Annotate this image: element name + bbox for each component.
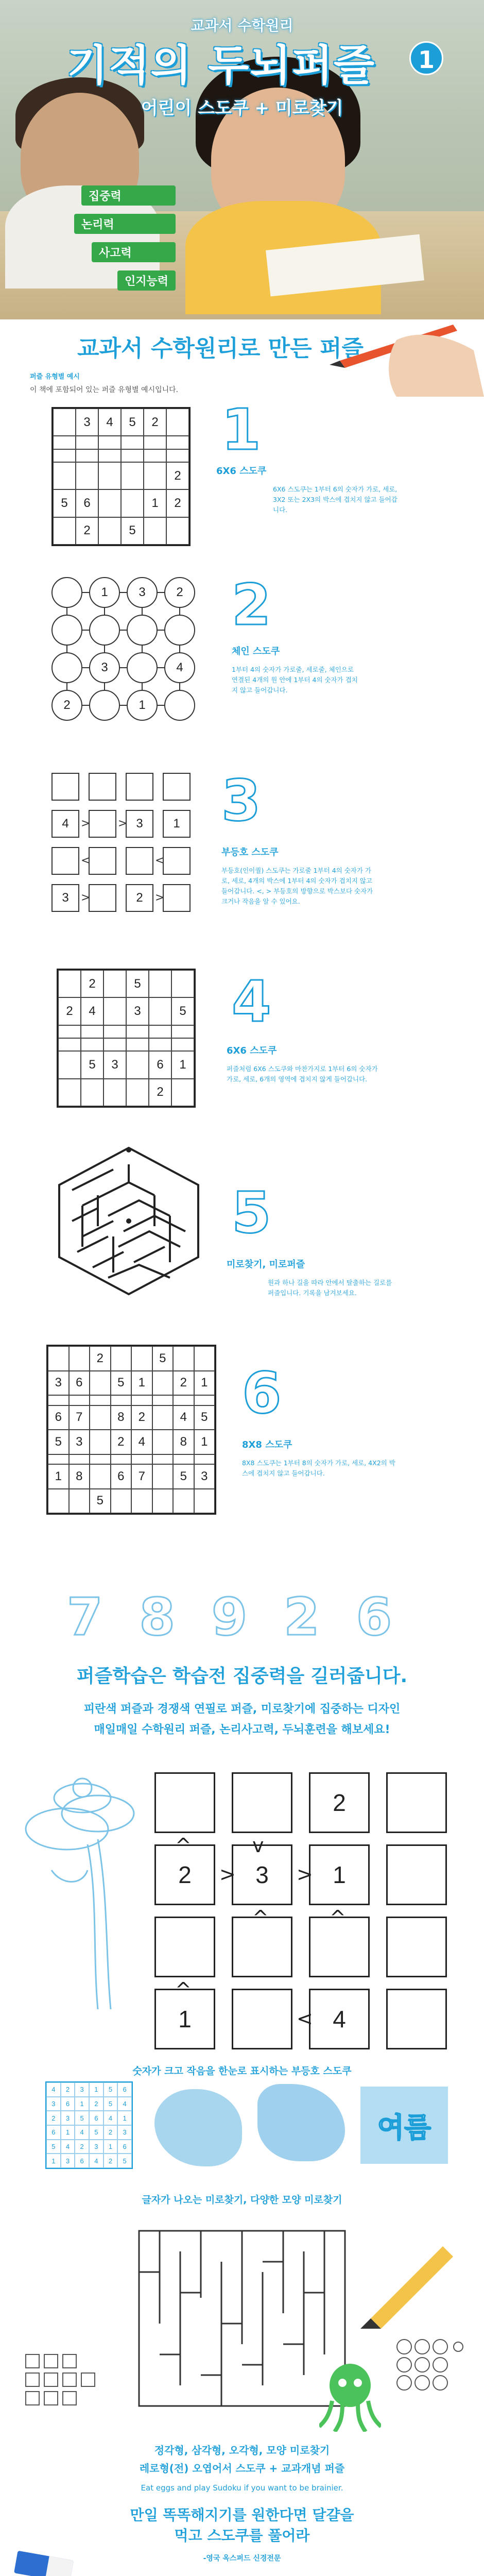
decorative-numbers: 7 8 9 2 6 (67, 1587, 402, 1647)
big-puzzle-cell[interactable] (232, 1772, 292, 1833)
sudoku-cell[interactable]: 8 (69, 1464, 90, 1489)
big-inequality-symbol: ^ (252, 1906, 269, 1929)
chain-circle-cell[interactable] (164, 615, 195, 646)
inequality-symbol: > (81, 891, 91, 904)
sudoku-cell[interactable] (121, 462, 144, 489)
sample-sudoku-cell: 1 (117, 2111, 132, 2125)
sudoku-cell[interactable]: 2 (76, 517, 98, 545)
sudoku-grid (53, 409, 189, 545)
section-label: 퍼즐 유형별 예시 (30, 373, 80, 381)
sample-sudoku-cell: 3 (46, 2097, 61, 2111)
big-inequality-symbol: ^ (175, 1834, 192, 1857)
sudoku-cell[interactable] (166, 449, 189, 462)
sample-sudoku-cell: 2 (61, 2082, 75, 2097)
sudoku-cell[interactable] (152, 1430, 174, 1454)
sudoku-cell[interactable]: 2 (58, 997, 81, 1025)
sample-sudoku-cell: 5 (103, 2097, 118, 2111)
sudoku-cell[interactable]: 4 (98, 409, 121, 436)
inequality-cell[interactable] (163, 773, 191, 801)
sudoku-cell[interactable] (121, 449, 144, 462)
chain-circle-cell[interactable]: 4 (164, 652, 195, 683)
mini-grid-icon (21, 2349, 108, 2421)
hand-pencil-icon (319, 304, 484, 397)
sudoku-cell[interactable]: 5 (81, 1051, 103, 1078)
sudoku-cell[interactable] (53, 436, 76, 449)
sudoku-cell[interactable]: 3 (76, 409, 98, 436)
big-puzzle-cell[interactable]: 2 (309, 1772, 370, 1833)
inequality-cell[interactable]: 1 (163, 810, 191, 838)
sudoku-cell[interactable] (76, 449, 98, 462)
sudoku-cell[interactable] (126, 1025, 149, 1038)
inequality-cell[interactable]: 4 (51, 810, 79, 838)
sample-sudoku-cell: 6 (75, 2154, 89, 2168)
sudoku-cell[interactable]: 4 (173, 1405, 194, 1430)
sudoku-cell[interactable]: 6 (149, 1051, 171, 1078)
sudoku-cell[interactable] (149, 1038, 171, 1051)
sudoku-cell[interactable] (173, 1346, 194, 1371)
sample-sudoku-cell: 4 (103, 2111, 118, 2125)
big-puzzle-cell[interactable]: 4 (309, 1989, 370, 2049)
puzzle-6x6-sudoku-2 (57, 969, 196, 1108)
sudoku-cell[interactable]: 3 (103, 1051, 126, 1078)
sudoku-cell[interactable] (58, 970, 81, 997)
sudoku-cell[interactable] (53, 462, 76, 489)
sample-sudoku-cell: 3 (61, 2154, 75, 2168)
sudoku-cell[interactable] (103, 1079, 126, 1106)
chain-sudoku-grid (51, 577, 196, 721)
big-puzzle-cell[interactable]: 1 (309, 1844, 370, 1905)
chain-circle-cell[interactable] (127, 652, 158, 683)
inequality-cell[interactable] (126, 773, 153, 801)
big-puzzle-cell[interactable] (154, 1917, 215, 1977)
big-puzzle-cell[interactable]: 1 (154, 1989, 215, 2049)
sudoku-cell[interactable] (98, 436, 121, 449)
sample-sudoku-cell: 5 (103, 2082, 118, 2097)
sudoku-cell[interactable] (103, 997, 126, 1025)
sudoku-cell[interactable] (90, 1371, 111, 1396)
sudoku-cell[interactable] (48, 1454, 69, 1465)
pencil-icon (360, 2226, 463, 2329)
sudoku-cell[interactable] (144, 449, 166, 462)
sudoku-cell[interactable]: 6 (76, 489, 98, 517)
promo-line-1: 피란색 퍼즐과 경쟁색 연필로 퍼즐, 미로찾기에 집중하는 디자인 (83, 1703, 401, 1716)
hero-title: 기적의 두뇌퍼즐 (67, 41, 376, 90)
inequality-cell[interactable] (89, 847, 116, 875)
puzzle-2-name: 체인 스도쿠 (232, 646, 280, 657)
skill-tags (56, 185, 176, 299)
sudoku-cell[interactable] (69, 1395, 90, 1405)
letter-maze-word: 여름 (360, 2087, 448, 2164)
sudoku-cell[interactable] (131, 1346, 152, 1371)
promo-line-2: 매일매일 수학원리 퍼즐, 논리사고력, 두뇌훈련을 해보세요! (94, 1723, 390, 1736)
sample-sudoku-cell: 1 (103, 2140, 118, 2154)
number-2-character-icon: 2 (232, 572, 271, 638)
puzzle-3-name: 부등호 스도쿠 (221, 847, 279, 858)
tag-cognition: 인지능력 (117, 270, 176, 291)
sudoku-cell[interactable]: 1 (194, 1371, 215, 1396)
sample-sudoku-cell: 3 (75, 2082, 89, 2097)
sudoku-cell[interactable]: 8 (173, 1430, 194, 1454)
puzzle-6-desc: 8X8 스도쿠는 1부터 8의 숫자가 가로, 세로, 4X2의 박스에 겹치지 않고 들어갑니다. (242, 1459, 395, 1477)
mini-chain-sudoku-icon (391, 2334, 463, 2406)
sudoku-grid (58, 970, 194, 1106)
number-5-character-icon: 5 (232, 1180, 271, 1246)
sudoku-cell[interactable] (103, 1038, 126, 1051)
sample-sudoku-cell: 4 (75, 2125, 89, 2140)
inequality-symbol: > (118, 817, 128, 830)
sudoku-cell[interactable] (171, 1025, 194, 1038)
sudoku-cell[interactable]: 5 (121, 409, 144, 436)
caption-inequality: 숫자가 크고 작음을 한눈로 표시하는 부등호 스도쿠 (132, 2065, 352, 2077)
big-puzzle-cell[interactable]: 3 (232, 1844, 292, 1905)
bottom-line-3: 만일 똑똑해지기를 원한다면 달걀을 (130, 2506, 354, 2523)
sudoku-cell[interactable] (48, 1489, 69, 1514)
sudoku-cell[interactable] (58, 1079, 81, 1106)
sudoku-grid (48, 1346, 215, 1513)
sudoku-cell[interactable]: 7 (131, 1464, 152, 1489)
sudoku-cell[interactable] (81, 1038, 103, 1051)
inequality-cell[interactable] (89, 810, 116, 838)
tag-logic: 논리력 (74, 214, 176, 234)
sudoku-cell[interactable]: 2 (149, 1079, 171, 1106)
sudoku-cell[interactable] (103, 1025, 126, 1038)
sudoku-cell[interactable] (131, 1454, 152, 1465)
sudoku-cell[interactable]: 5 (121, 517, 144, 545)
sudoku-cell[interactable] (126, 1038, 149, 1051)
inequality-symbol: > (155, 891, 165, 904)
sudoku-cell[interactable]: 5 (171, 997, 194, 1025)
puzzle-6x6-sudoku-1 (51, 407, 191, 546)
sudoku-cell[interactable] (58, 1025, 81, 1038)
sudoku-cell[interactable] (152, 1405, 174, 1430)
chain-circle-cell[interactable] (51, 615, 82, 646)
hero-subtitle: 어린이 스도쿠 + 미로찾기 (141, 98, 343, 118)
sudoku-cell[interactable] (173, 1489, 194, 1514)
sudoku-cell[interactable] (126, 1051, 149, 1078)
english-quote: Eat eggs and play Sudoku if you want to be brainier. (141, 2483, 343, 2493)
big-inequality-symbol: > (219, 1863, 236, 1886)
tree-bird-icon (21, 1767, 144, 2009)
puzzle-1-name: 6X6 스도쿠 (216, 466, 267, 477)
sudoku-cell[interactable] (171, 1079, 194, 1106)
sudoku-cell[interactable] (121, 489, 144, 517)
big-puzzle-cell[interactable] (232, 1989, 292, 2049)
chain-circle-cell[interactable]: 2 (164, 577, 195, 608)
sudoku-cell[interactable] (152, 1489, 174, 1514)
chain-circle-cell[interactable]: 2 (51, 690, 82, 721)
sudoku-cell[interactable] (152, 1395, 174, 1405)
sudoku-cell[interactable]: 1 (194, 1430, 215, 1454)
sudoku-cell[interactable] (111, 1395, 132, 1405)
inequality-cell[interactable]: 3 (126, 810, 153, 838)
sudoku-cell[interactable]: 3 (48, 1371, 69, 1396)
sample-sudoku-cell: 2 (89, 2097, 103, 2111)
inequality-cell[interactable] (89, 884, 116, 912)
sudoku-cell[interactable] (69, 1346, 90, 1371)
sudoku-cell[interactable]: 2 (166, 462, 189, 489)
inequality-cell[interactable] (51, 847, 79, 875)
sudoku-cell[interactable]: 2 (173, 1371, 194, 1396)
big-puzzle-cell[interactable] (386, 1844, 447, 1905)
inequality-cell[interactable]: 2 (126, 884, 153, 912)
sudoku-cell[interactable]: 2 (81, 970, 103, 997)
sudoku-cell[interactable] (90, 1395, 111, 1405)
hexagon-maze (51, 1144, 206, 1298)
big-puzzle-cell[interactable] (386, 1917, 447, 1977)
chain-circle-cell[interactable] (164, 690, 195, 721)
sudoku-cell[interactable] (131, 1395, 152, 1405)
sudoku-cell[interactable] (81, 1079, 103, 1106)
sample-sudoku-cell: 3 (117, 2125, 132, 2140)
sudoku-cell[interactable] (53, 449, 76, 462)
inequality-symbol: < (155, 854, 165, 867)
section-title: 교과서 수학원리로 만든 퍼즐 (77, 335, 364, 362)
sudoku-cell[interactable] (103, 970, 126, 997)
sample-sudoku-cell: 2 (103, 2154, 118, 2168)
hero-pre-title: 교과서 수학원리 (191, 17, 293, 34)
sudoku-cell[interactable] (173, 1454, 194, 1465)
sudoku-cell[interactable]: 1 (171, 1051, 194, 1078)
sudoku-cell[interactable] (152, 1371, 174, 1396)
bottom-line-1: 정각형, 삼각형, 오각형, 모양 미로찾기 (154, 2444, 330, 2456)
sudoku-cell[interactable] (111, 1489, 132, 1514)
inequality-cell[interactable] (163, 884, 191, 912)
sudoku-cell[interactable] (194, 1489, 215, 1514)
big-inequality-symbol: > (297, 1863, 313, 1886)
sudoku-cell[interactable]: 4 (81, 997, 103, 1025)
sudoku-cell[interactable]: 5 (194, 1405, 215, 1430)
inequality-cell[interactable] (51, 773, 79, 801)
sudoku-cell[interactable]: 5 (48, 1430, 69, 1454)
quote-source: -영국 옥스퍼드 신경전문 (203, 2554, 281, 2563)
sample-sudoku-cell: 5 (89, 2125, 103, 2140)
puzzle-6-name: 8X8 스도쿠 (242, 1439, 292, 1450)
sudoku-cell[interactable] (98, 489, 121, 517)
octopus-icon (319, 2360, 381, 2432)
sample-sudoku-cell: 4 (117, 2097, 132, 2111)
inequality-symbol: > (81, 817, 91, 830)
sudoku-cell[interactable] (90, 1405, 111, 1430)
big-inequality-symbol: v (252, 1834, 264, 1857)
sudoku-cell[interactable] (53, 517, 76, 545)
puzzle-4-name: 6X6 스도쿠 (227, 1045, 277, 1056)
sample-sudoku-cell: 3 (89, 2140, 103, 2154)
chain-circle-cell[interactable]: 1 (127, 690, 158, 721)
sudoku-cell[interactable] (76, 436, 98, 449)
number-6-character-icon: 6 (242, 1360, 282, 1426)
sudoku-cell[interactable]: 4 (131, 1430, 152, 1454)
sudoku-cell[interactable] (53, 409, 76, 436)
sudoku-cell[interactable] (76, 462, 98, 489)
sample-sudoku-cell: 5 (75, 2111, 89, 2125)
sudoku-cell[interactable] (90, 1464, 111, 1489)
sudoku-cell[interactable]: 1 (144, 489, 166, 517)
volume-badge: 1 (409, 41, 443, 75)
sudoku-cell[interactable] (131, 1489, 152, 1514)
sudoku-cell[interactable] (173, 1395, 194, 1405)
number-3-character-icon: 3 (221, 768, 261, 834)
big-inequality-symbol: ^ (175, 1978, 192, 2001)
sample-sudoku-cell: 2 (75, 2140, 89, 2154)
sudoku-cell[interactable]: 2 (90, 1346, 111, 1371)
sudoku-cell[interactable] (126, 1079, 149, 1106)
sample-sudoku-cell: 4 (89, 2154, 103, 2168)
section-note: 이 책에 포함되어 있는 퍼즐 유형별 예시입니다. (30, 386, 179, 394)
puzzle-3-desc: 부등호(인이퀄) 스도쿠는 가로줄 1부터 4의 숫자가 가로, 세로, 4개의 박스에 1부터 4의 숫자가 겹치지 않고 들어갑니다. <, > 부등호의 방향으로 박스보다 숫자가 크거나 작음을 알 수 있어요. (221, 867, 373, 905)
sample-sudoku-cell: 6 (89, 2111, 103, 2125)
sudoku-cell[interactable]: 2 (144, 409, 166, 436)
sudoku-cell[interactable] (166, 409, 189, 436)
sudoku-cell[interactable]: 2 (131, 1405, 152, 1430)
sudoku-cell[interactable] (98, 462, 121, 489)
sudoku-cell[interactable] (194, 1395, 215, 1405)
sudoku-cell[interactable]: 3 (126, 997, 149, 1025)
sudoku-cell[interactable] (144, 517, 166, 545)
sudoku-cell[interactable] (194, 1346, 215, 1371)
sudoku-cell[interactable]: 5 (90, 1489, 111, 1514)
sudoku-cell[interactable] (144, 436, 166, 449)
sudoku-cell[interactable]: 7 (69, 1405, 90, 1430)
sample-sudoku-cell: 4 (46, 2082, 61, 2097)
sample-sudoku-grid (46, 2082, 132, 2168)
sudoku-cell[interactable]: 2 (111, 1430, 132, 1454)
inequality-cell[interactable] (89, 773, 116, 801)
big-inequality-symbol: ^ (330, 1906, 346, 1929)
chain-circle-cell[interactable]: 3 (89, 652, 120, 683)
sudoku-cell[interactable]: 5 (152, 1346, 174, 1371)
puzzle-2-desc: 1부터 4의 숫자가 가로줄, 세로줄, 체인으로 연결된 4개의 원 안에 1부터 4의 숫자가 겹치지 않고 들어갑니다. (232, 666, 358, 694)
sudoku-cell[interactable]: 1 (48, 1464, 69, 1489)
inequality-sudoku-grid (51, 773, 201, 922)
sudoku-cell[interactable] (149, 970, 171, 997)
sudoku-cell[interactable] (194, 1454, 215, 1465)
chain-circle-cell[interactable] (89, 690, 120, 721)
sudoku-cell[interactable]: 5 (173, 1464, 194, 1489)
sample-sudoku-cell: 2 (46, 2111, 61, 2125)
sample-sudoku-cell: 1 (61, 2125, 75, 2140)
sudoku-cell[interactable] (81, 1025, 103, 1038)
sudoku-cell[interactable] (111, 1454, 132, 1465)
puzzle-4-desc: 퍼즐처럼 6X6 스도쿠와 마찬가지로 1부터 6의 숫자가 가로, 세로, 6개의 영역에 겹치지 않게 들어갑니다. (227, 1065, 378, 1083)
sudoku-cell[interactable] (98, 449, 121, 462)
sample-sudoku-cell: 1 (46, 2154, 61, 2168)
sample-sudoku-cell: 5 (46, 2140, 61, 2154)
inequality-cell[interactable] (163, 847, 191, 875)
sample-sudoku-cell: 6 (117, 2140, 132, 2154)
sudoku-cell[interactable] (149, 1025, 171, 1038)
big-puzzle-cell[interactable]: 2 (154, 1844, 215, 1905)
chain-circle-cell[interactable] (51, 652, 82, 683)
sudoku-cell[interactable] (98, 517, 121, 545)
sudoku-cell[interactable] (48, 1346, 69, 1371)
big-inequality-symbol: < (297, 2007, 313, 2030)
sudoku-cell[interactable]: 5 (126, 970, 149, 997)
big-inequality-sudoku (154, 1772, 463, 2061)
sample-sudoku-cell: 6 (117, 2082, 132, 2097)
number-1-character-icon: 1 (221, 397, 261, 463)
sudoku-cell[interactable] (48, 1395, 69, 1405)
puzzle-5-desc: 원과 하나 길을 따라 안에서 탈출하는 길로를 퍼즐입니다. 기록을 남겨보세요. (268, 1279, 392, 1297)
sudoku-cell[interactable] (58, 1051, 81, 1078)
inequality-cell[interactable] (126, 847, 153, 875)
chain-circle-cell[interactable]: 1 (89, 577, 120, 608)
sudoku-cell[interactable]: 5 (53, 489, 76, 517)
puzzle-1-desc: 6X6 스도쿠는 1부터 6의 숫자가 가로, 세로, 3X2 또는 2X3의 박스에 겹치지 않고 들어갑니다. (273, 485, 397, 514)
puzzle-5-name: 미로찾기, 미로퍼즐 (227, 1259, 305, 1270)
bottom-line-4: 먹고 스도쿠를 풀어라 (174, 2527, 310, 2544)
inequality-symbol: < (81, 854, 91, 867)
sudoku-cell[interactable] (166, 517, 189, 545)
big-puzzle-cell[interactable] (386, 1989, 447, 2049)
tag-thinking: 사고력 (92, 242, 176, 262)
sample-sudoku-cell: 5 (117, 2154, 132, 2168)
sudoku-cell[interactable] (171, 970, 194, 997)
sample-sudoku-cell: 3 (61, 2111, 75, 2125)
sudoku-cell[interactable]: 2 (166, 489, 189, 517)
chain-circle-cell[interactable] (51, 577, 82, 608)
inequality-cell[interactable]: 3 (51, 884, 79, 912)
promo-title: 퍼즐학습은 학습전 집중력을 길러줍니다. (76, 1666, 408, 1687)
caption-maze: 글자가 나오는 미로찾기, 다양한 모양 미로찾기 (142, 2194, 342, 2206)
sudoku-cell[interactable] (152, 1464, 174, 1489)
sudoku-cell[interactable]: 3 (194, 1464, 215, 1489)
sudoku-cell[interactable]: 6 (69, 1371, 90, 1396)
sample-sudoku-cell: 1 (75, 2097, 89, 2111)
cloud-maze-icon (154, 2089, 242, 2166)
hero-banner (0, 0, 484, 319)
sample-sudoku-cell: 4 (61, 2140, 75, 2154)
bottom-line-2: 레로형(전) 오엽어서 스도쿠 + 교과개념 퍼즐 (139, 2462, 345, 2475)
sudoku-cell[interactable] (111, 1346, 132, 1371)
chain-circle-cell[interactable] (89, 615, 120, 646)
chain-circle-cell[interactable] (127, 615, 158, 646)
sudoku-cell[interactable] (152, 1454, 174, 1465)
sudoku-cell[interactable] (149, 997, 171, 1025)
sudoku-cell[interactable] (144, 462, 166, 489)
sample-sudoku-cell: 1 (89, 2082, 103, 2097)
sudoku-cell[interactable] (90, 1454, 111, 1465)
sudoku-cell[interactable]: 3 (69, 1430, 90, 1454)
tag-concentration: 집중력 (81, 185, 176, 206)
big-puzzle-cell[interactable] (386, 1772, 447, 1833)
sudoku-cell[interactable] (58, 1038, 81, 1051)
sudoku-cell[interactable]: 6 (111, 1464, 132, 1489)
sudoku-cell[interactable] (121, 436, 144, 449)
sudoku-cell[interactable] (69, 1489, 90, 1514)
sudoku-cell[interactable]: 8 (111, 1405, 132, 1430)
sudoku-cell[interactable]: 1 (131, 1371, 152, 1396)
sudoku-cell[interactable]: 6 (48, 1405, 69, 1430)
sample-sudoku (45, 2081, 133, 2169)
sudoku-cell[interactable] (90, 1430, 111, 1454)
sample-sudoku-cell: 6 (61, 2097, 75, 2111)
jellyfish-maze-icon (257, 2084, 345, 2161)
puzzle-8x8-sudoku (46, 1345, 216, 1515)
sudoku-cell[interactable] (171, 1038, 194, 1051)
sudoku-cell[interactable] (166, 436, 189, 449)
sudoku-cell[interactable] (69, 1454, 90, 1465)
sample-sudoku-cell: 2 (103, 2125, 118, 2140)
number-4-character-icon: 4 (232, 969, 271, 1035)
sudoku-cell[interactable]: 5 (111, 1371, 132, 1396)
chain-circle-cell[interactable]: 3 (127, 577, 158, 608)
big-puzzle-cell[interactable] (154, 1772, 215, 1833)
sample-sudoku-cell: 6 (46, 2125, 61, 2140)
